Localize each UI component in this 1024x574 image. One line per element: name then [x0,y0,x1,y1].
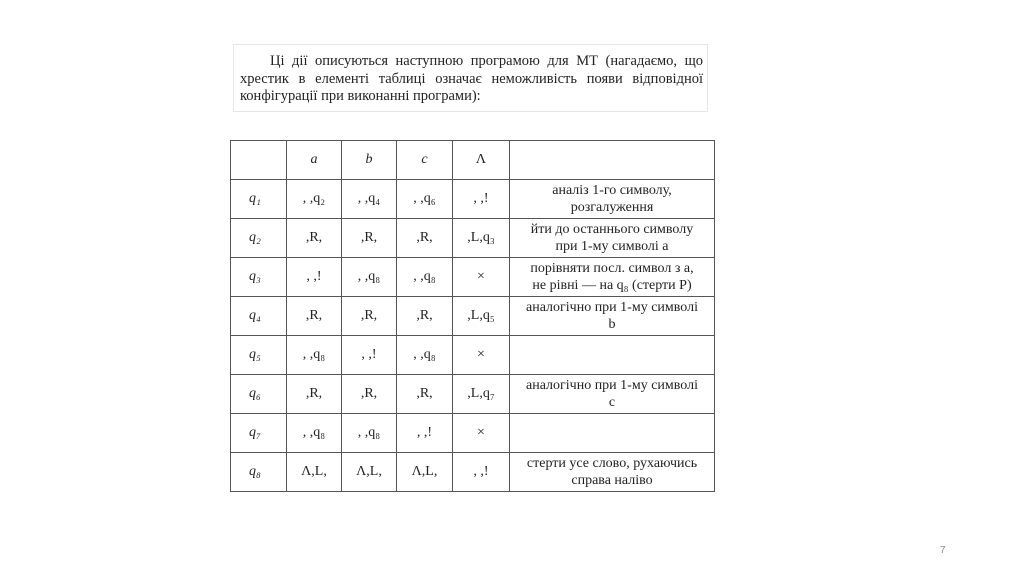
note-line: стерти усе слово, рухаючись [526,456,698,471]
note-cell [510,414,715,453]
transition-cell: ,R, [342,219,397,258]
transition-cell: × [453,336,510,375]
slide-number: 7 [940,545,946,556]
note-line: справа наліво [571,473,653,488]
table-row [231,375,715,414]
transition-cell: ,L,q₇ [453,375,510,414]
transition-cell: ,R, [342,375,397,414]
state-cell: q₄ [231,297,287,336]
table-row [231,336,715,375]
transition-cell: ,L,q₅ [453,297,510,336]
state-cell: q₈ [231,453,287,492]
transition-cell: , ,q₈ [287,414,342,453]
transition-cell: , ,q₂ [287,180,342,219]
state-cell: q₂ [231,219,287,258]
table-row [231,414,715,453]
note-line: порівняти посл. символ з a, [530,261,694,276]
note-line: c [608,395,616,410]
transition-cell: ,L,q₃ [453,219,510,258]
transition-cell: , ,q₈ [342,258,397,297]
transition-cell: , ,q₈ [287,336,342,375]
note-cell [510,219,715,258]
intro-line: хрестик в елементі таблиці означає неможливість появи відповідної [240,70,703,87]
transition-cell: ,R, [287,375,342,414]
table-row [231,297,715,336]
table-header-row [231,141,715,180]
transition-cell: ,R, [287,297,342,336]
state-cell: q₆ [231,375,287,414]
transition-cell: , ,q₆ [397,180,453,219]
transition-cell: ,R, [397,297,453,336]
transition-cell: Λ,L, [397,453,453,492]
state-cell: q₃ [231,258,287,297]
state-cell: q₁ [231,180,287,219]
table-row [231,258,715,297]
transition-cell: ,R, [342,297,397,336]
note-cell [510,180,715,219]
note-cell [510,297,715,336]
transition-cell: × [453,414,510,453]
header-cell [231,141,287,180]
transition-cell: , ,! [287,258,342,297]
note-line: b [608,317,616,332]
note-line: при 1-му символі a [555,239,669,254]
note-line: йти до останнього символу [530,222,694,237]
intro-line: Ці дії описуються наступною програмою для МТ (нагадаємо, що [270,53,703,69]
transition-cell: , ,q₈ [397,336,453,375]
transition-cell: ,R, [397,219,453,258]
note-line: аналогічно при 1-му символі [526,378,698,393]
intro-line: конфігурації при виконанні програми): [240,88,481,104]
table-row [231,219,715,258]
note-cell [510,258,715,297]
header-cell [510,141,715,180]
transition-cell: , ,q₄ [342,180,397,219]
transition-cell: ,R, [397,375,453,414]
table-row [231,453,715,492]
note-cell [510,375,715,414]
transition-cell: , ,! [453,453,510,492]
table-row [231,180,715,219]
transition-cell: , ,! [453,180,510,219]
intro-paragraph [233,44,708,112]
transition-cell: ,R, [287,219,342,258]
note-line: розгалуження [570,200,654,215]
note-line: не рівні — на q₈ (стерти P) [532,278,692,293]
state-cell: q₅ [231,336,287,375]
transition-cell: , ,! [397,414,453,453]
note-line: аналогічно при 1-му символі [526,300,698,315]
state-cell: q₇ [231,414,287,453]
transition-cell: × [453,258,510,297]
note-line: аналіз 1-го символу, [552,183,672,198]
header-cell: Λ [453,141,510,180]
note-cell [510,453,715,492]
transition-cell: , ,q₈ [397,258,453,297]
header-cell: a [287,141,342,180]
note-cell [510,336,715,375]
transition-cell: , ,! [342,336,397,375]
transition-cell: Λ,L, [342,453,397,492]
turing-machine-program-table [230,140,715,492]
transition-cell: Λ,L, [287,453,342,492]
header-cell: b [342,141,397,180]
transition-cell: , ,q₈ [342,414,397,453]
header-cell: c [397,141,453,180]
